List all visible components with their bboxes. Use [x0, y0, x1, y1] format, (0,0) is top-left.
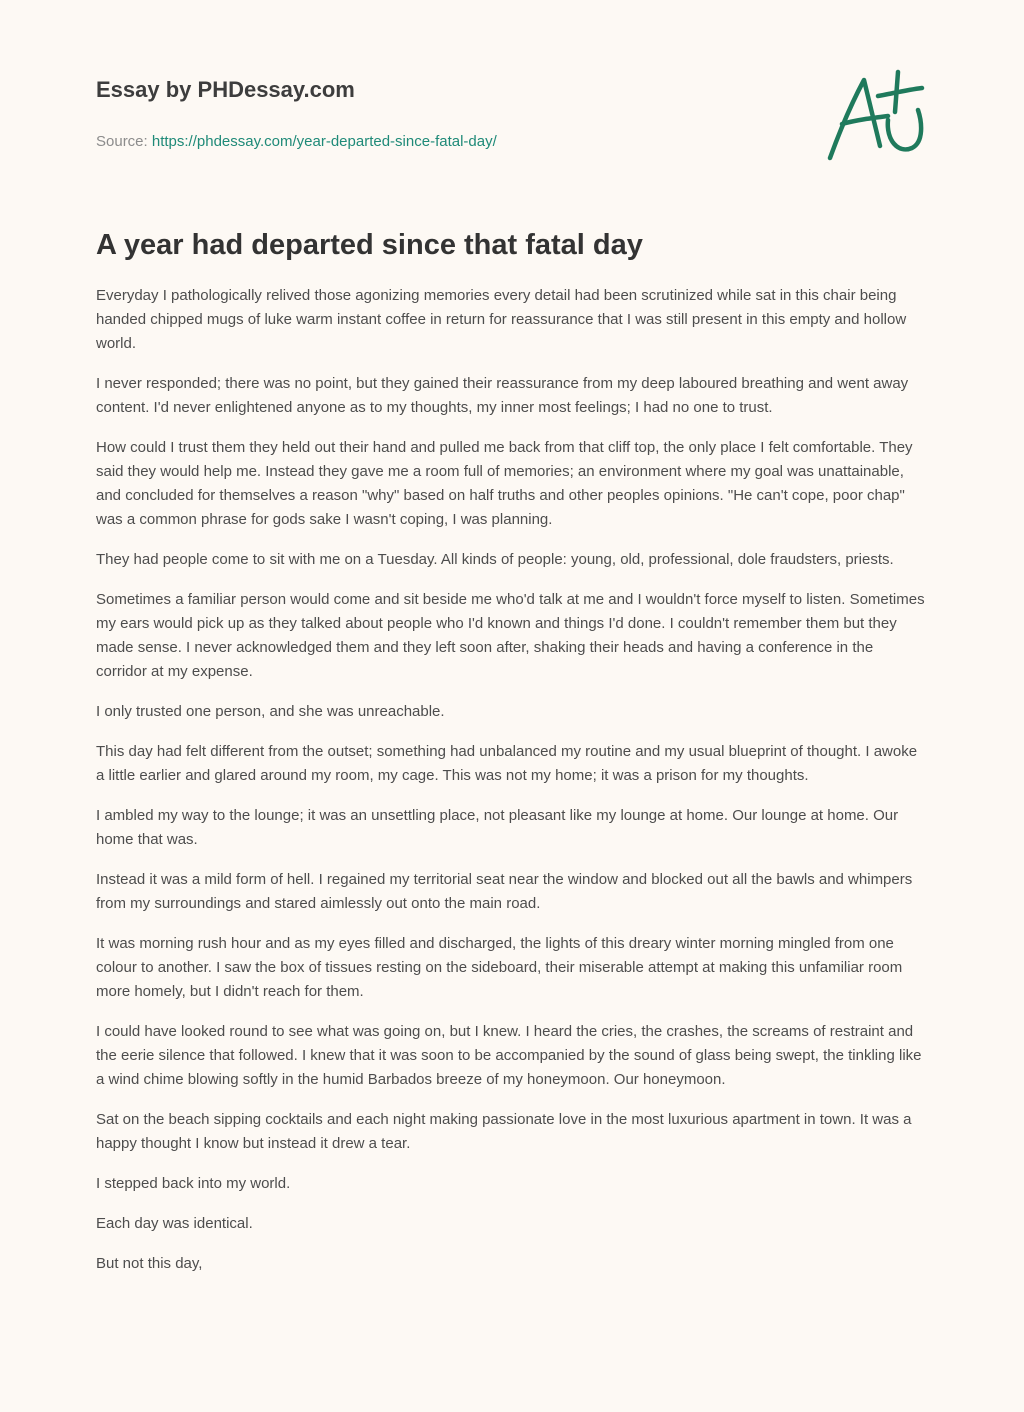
paragraph: It was morning rush hour and as my eyes filled and discharged, the lights of this dreary winter morning mingled from one colour to another. I saw the box of tissues resting on the sideboard, their miserable attempt at making this unfamiliar room more homely, but I didn't reach for them. [96, 935, 903, 1000]
paragraph: I could have looked round to see what was going on, but I knew. I heard the cries, the crashes, the screams of restraint and the eerie silence that followed. I knew that it was soon to be accompanied by the sound of glass being swept, the tinkling like a wind chime blowing softly in the humid Barbados breeze of my honeymoon. Our honeymoon. [96, 1023, 922, 1088]
paragraph: How could I trust them they held out their hand and pulled me back from that cliff top, the only place I felt comfortable. They said they would help me. Instead they gave me a room full of memories; an environment where my goal was unattainable, and concluded for themselves a reason "why" based on half truths and other peoples opinions. "He can't cope, poor chap" was a common phrase for gods sake I wasn't coping, I was planning. [96, 439, 913, 528]
source-link[interactable]: https://phdessay.com/year-departed-since-fatal-day/ [151, 133, 497, 150]
source-label: Source: [96, 133, 152, 150]
essay-header [96, 76, 796, 152]
paragraph: This day had felt different from the outset; something had unbalanced my routine and my usual blueprint of thought. I awoke a little earlier and glared around my room, my cage. This was not my home; it was a prison for my thoughts. [96, 743, 918, 784]
paragraph: But not this day, [96, 1255, 203, 1272]
paragraph: Sometimes a familiar person would come and sit beside me who'd talk at me and I wouldn't force myself to listen. Sometimes my ears would pick up as they talked about people who I'd known and things I'd done. I couldn't remember them but they made sense. I never acknowledged them and they left soon after, shaking their heads and having a conference in the corridor at my expense. [96, 591, 925, 680]
logo-text: A+ [820, 66, 822, 67]
essay-title: A year had departed since that fatal day [96, 229, 643, 261]
paragraph: Instead it was a mild form of hell. I regained my territorial seat near the window and blocked out all the bawls and whimpers from my surroundings and stared aimlessly out onto the main road. [96, 871, 913, 912]
paragraph: Each day was identical. [96, 1215, 253, 1232]
paragraph: I stepped back into my world. [96, 1175, 291, 1192]
essay-body [96, 284, 928, 1292]
paragraph: Everyday I pathologically relived those agonizing memories every detail had been scrutinized while sat in this chair being handed chipped mugs of luke warm instant coffee in return for reassurance that I was still present in this empty and hollow world. [96, 287, 907, 352]
paragraph: I never responded; there was no point, but they gained their reassurance from my deep laboured breathing and went away content. I'd never enlightened anyone as to my thoughts, my inner most feelings; I had no one to trust. [96, 375, 909, 416]
paragraph: I only trusted one person, and she was unreachable. [96, 703, 445, 720]
paragraph: Sat on the beach sipping cocktails and each night making passionate love in the most luxurious apartment in town. It was a happy thought I know but instead it drew a tear. [96, 1111, 912, 1152]
source-line [96, 132, 796, 152]
site-brand: Essay by PHDessay.com [96, 77, 355, 102]
a-plus-logo-icon [820, 66, 930, 166]
paragraph: I ambled my way to the lounge; it was an unsettling place, not pleasant like my lounge at home. Our lounge at home. Our home that was. [96, 807, 899, 848]
paragraph: They had people come to sit with me on a Tuesday. All kinds of people: young, old, professional, dole fraudsters, priests. [96, 551, 894, 568]
